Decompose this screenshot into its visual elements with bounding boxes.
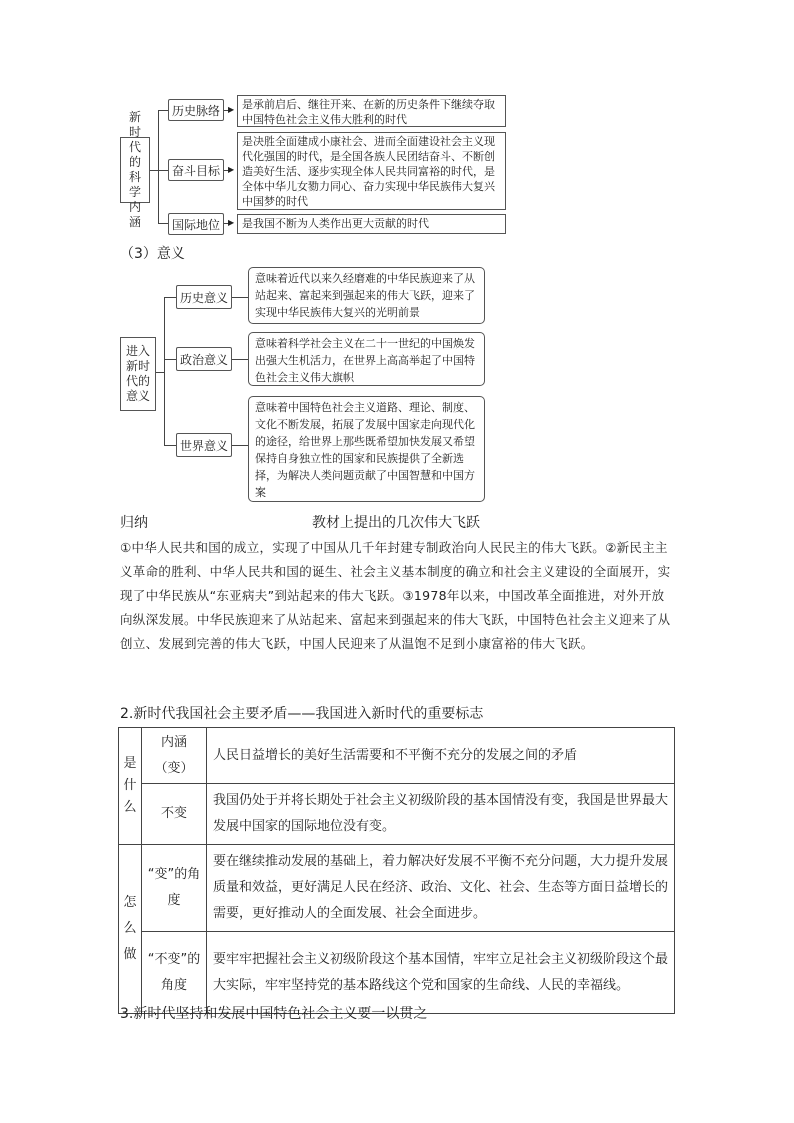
- section-title: 3.新时代坚持和发展中国特色社会主义要一以贯之: [120, 1006, 428, 1022]
- diagram2-root-label: 进入新时代的意义: [125, 344, 150, 403]
- connector: [164, 445, 176, 446]
- table-row: [119, 932, 675, 1014]
- connector: [232, 297, 248, 298]
- summary-paragraph: ①中华人民共和国的成立，实现了中国从几千年封建专制政治向人民民主的伟大飞跃。②新民主主义革命的胜利、中华人民共和国的诞生、社会主义基本制度的确立和社会主义建设的全面展开，实现了中华民族从“东亚病夫”到站起来的伟大飞跃。③1978年以来，中国改革全面推进，对外开放向纵深发展。中华民族迎来了从站起来、富起来到强起来的伟大飞跃，中国特色社会主义迎来了从创立、发展到完善的伟大飞跃，中国人民迎来了从温饱不足到小康富裕的伟大飞跃。: [120, 540, 671, 651]
- diagram1-branch-history: [168, 99, 224, 121]
- summary-label: 归纳: [120, 515, 148, 531]
- connector: [156, 372, 164, 373]
- row-content: 人民日益增长的美好生活需要和不平衡不充分的发展之间的矛盾: [207, 728, 675, 784]
- group-cell: [119, 845, 142, 1014]
- connector: [158, 110, 168, 111]
- table-row: [119, 784, 675, 845]
- row-label: 不变: [142, 784, 207, 845]
- branch-label: 政治意义: [179, 352, 228, 367]
- summary-title: 教材上提出的几次伟大飞跃: [312, 515, 480, 531]
- leaf-text: 是承前启后、继往开来、在新的历史条件下继续夺取中国特色社会主义伟大胜利的时代: [242, 98, 495, 126]
- row-label: [142, 932, 207, 1014]
- connector: [158, 170, 168, 171]
- leaf-text: 是决胜全面建成小康社会、进而全面建设社会主义现代化强国的时代，是全国各族人民团结奋斗、不断创造美好生活、逐步实现全体人民共同富裕的时代，是全体中华儿女勠力同心、奋力实现中华民族伟大复兴中国梦的时代: [242, 135, 495, 208]
- row-label: [142, 728, 207, 784]
- diagram2-text-world: [248, 396, 485, 502]
- connector: [232, 445, 248, 446]
- branch-label: 奋斗目标: [171, 163, 220, 178]
- table-row: [119, 728, 675, 784]
- arrow-icon: ▶: [228, 105, 235, 114]
- diagram2-branch-world: [176, 433, 232, 457]
- row-content: 我国仍处于并将长期处于社会主义初级阶段的基本国情没有变，我国是世界最大发展中国家的国际地位没有变。: [207, 784, 675, 845]
- connector: [150, 170, 158, 171]
- connector: [164, 297, 176, 298]
- branch-label: 历史脉络: [171, 103, 220, 118]
- diagram2-text-history: [248, 267, 485, 324]
- diagram1-branch-goal: [168, 159, 224, 181]
- connector: [232, 359, 248, 360]
- section-title: 2.新时代我国社会主要矛盾——我国进入新时代的重要标志: [120, 706, 484, 722]
- arrow-icon: ▶: [228, 218, 235, 227]
- diagram1-text-history: [237, 95, 506, 127]
- group-cell: [119, 728, 142, 845]
- row-label-text: “变”的角度: [147, 867, 201, 908]
- group-label: 是什么: [123, 756, 137, 815]
- group-label: 怎么做: [123, 895, 137, 962]
- leaf-text: 意味着科学社会主义在二十一世纪的中国焕发出强大生机活力，在世界上高高举起了中国特色社会主义伟大旗帜: [255, 337, 475, 384]
- diagram2-root: [120, 337, 156, 411]
- arrow-icon: ▶: [228, 165, 235, 174]
- branch-label: 世界意义: [179, 438, 228, 453]
- diagram1-root-label: 新时代的科学内涵: [128, 110, 141, 229]
- diagram1-text-goal: [237, 132, 506, 210]
- connector: [158, 223, 168, 224]
- row-label-text: 内涵（变）: [154, 734, 194, 776]
- contradiction-table: [118, 727, 675, 1014]
- connector: [158, 110, 159, 223]
- diagram2-branch-history: [176, 285, 232, 309]
- diagram1-root: [120, 110, 150, 229]
- row-content: 要牢牢把握社会主义初级阶段这个基本国情，牢牢立足社会主义初级阶段这个最大实际，牢牢坚持党的基本路线这个党和国家的生命线、人民的幸福线。: [207, 932, 675, 1014]
- row-content: 要在继续推动发展的基础上，着力解决好发展不平衡不充分问题，大力提升发展质量和效益，更好满足人民在经济、政治、文化、社会、生态等方面日益增长的需要，更好推动人的全面发展、社会全面进步。: [207, 845, 675, 932]
- branch-label: 历史意义: [179, 290, 228, 305]
- leaf-text: 意味着中国特色社会主义道路、理论、制度、文化不断发展，拓展了发展中国家走向现代化的途径，给世界上那些既希望加快发展又希望保持自身独立性的国家和民族提供了全新选择，为解决人类问题贡献了中国智慧和中国方案: [255, 401, 475, 499]
- row-label-text: “不变”的角度: [147, 951, 201, 993]
- table-row: [119, 845, 675, 932]
- connector: [164, 297, 165, 445]
- row-label: [142, 845, 207, 932]
- leaf-text: 意味着近代以来久经磨难的中华民族迎来了从站起来、富起来到强起来的伟大飞跃，迎来了实现中华民族伟大复兴的光明前景: [255, 272, 475, 319]
- diagram2-text-politics: [248, 332, 485, 386]
- leaf-text: 是我国不断为人类作出更大贡献的时代: [242, 217, 429, 230]
- diagram2-branch-politics: [176, 347, 232, 371]
- connector: [164, 359, 176, 360]
- branch-label: 国际地位: [171, 217, 220, 232]
- section-title: （3）意义: [120, 246, 185, 262]
- diagram1-branch-status: [168, 213, 224, 235]
- diagram1-text-status: [237, 214, 506, 234]
